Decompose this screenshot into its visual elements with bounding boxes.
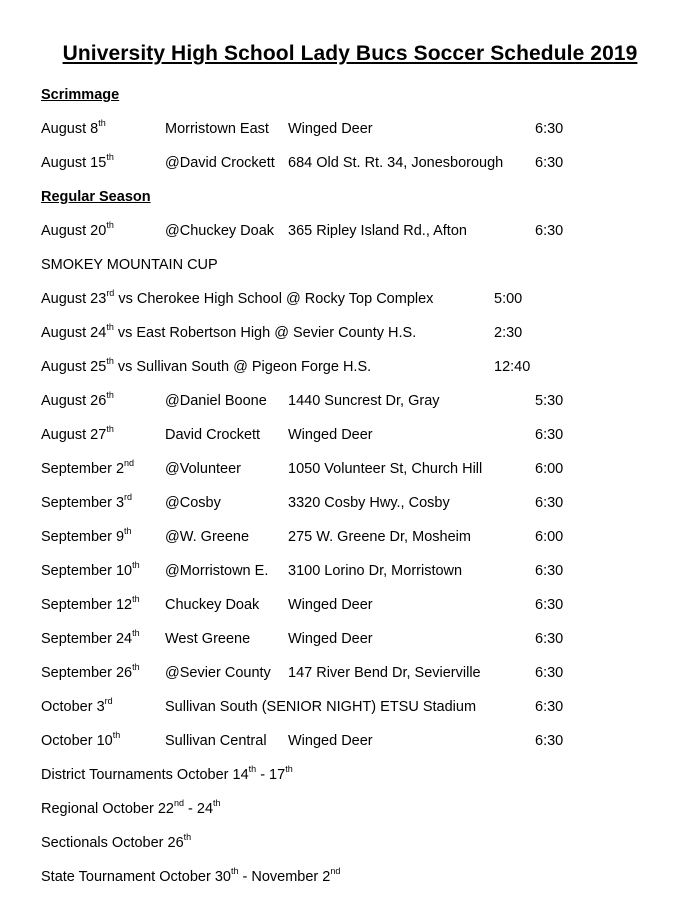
postseason-state: State Tournament October 30th - November 2nd xyxy=(41,866,341,885)
postseason-sectionals: Sectionals October 26th xyxy=(41,832,192,851)
game-location: 275 W. Greene Dr, Mosheim xyxy=(288,529,471,545)
game-opponent: @Chuckey Doak xyxy=(165,223,275,239)
game-time: 6:30 xyxy=(535,495,564,511)
game-date: August 26th xyxy=(41,390,114,409)
game-opponent: @David Crockett xyxy=(165,155,275,171)
game-time: 6:30 xyxy=(535,121,564,137)
game-time: 12:40 xyxy=(494,359,531,375)
game-date: October 10th xyxy=(41,730,121,749)
page-title: University High School Lady Bucs Soccer Schedule 2019 xyxy=(62,42,638,65)
game-time: 6:00 xyxy=(535,461,564,477)
game-time: 6:30 xyxy=(535,699,564,715)
game-location: Winged Deer xyxy=(288,427,373,443)
game-time: 2:30 xyxy=(494,325,523,341)
game-date: September 24th xyxy=(41,628,140,647)
game-time: 6:30 xyxy=(535,427,564,443)
game-date: September 2nd xyxy=(41,458,135,477)
game-location: 3100 Lorino Dr, Morristown xyxy=(288,563,463,579)
scrimmage-heading: Scrimmage xyxy=(41,87,120,103)
postseason-regional: Regional October 22nd - 24th xyxy=(41,798,221,817)
regular-season-heading: Regular Season xyxy=(41,189,151,205)
game-opponent: Morristown East xyxy=(165,121,269,137)
game-time: 6:30 xyxy=(535,665,564,681)
game-opponent: West Greene xyxy=(165,631,251,647)
game-location: Winged Deer xyxy=(288,733,373,749)
game-location: Winged Deer xyxy=(288,121,373,137)
game-date: August 20th xyxy=(41,220,114,239)
game-opponent: @Volunteer xyxy=(165,461,241,477)
game-time: 6:30 xyxy=(535,597,564,613)
cup-heading: SMOKEY MOUNTAIN CUP xyxy=(41,257,218,273)
cup-game: August 23rd vs Cherokee High School @ Rocky Top Complex xyxy=(41,288,434,307)
game-opponent: @Daniel Boone xyxy=(165,393,267,409)
game-location: Winged Deer xyxy=(288,597,373,613)
game-time: 6:30 xyxy=(535,155,564,171)
game-location: 684 Old St. Rt. 34, Jonesborough xyxy=(288,155,504,171)
game-location: 1050 Volunteer St, Church Hill xyxy=(288,461,483,477)
game-time: 6:30 xyxy=(535,563,564,579)
game-time: 6:30 xyxy=(535,631,564,647)
game-location: 147 River Bend Dr, Sevierville xyxy=(288,665,481,681)
game-date: September 9th xyxy=(41,526,132,545)
game-opponent: Sullivan South (SENIOR NIGHT) ETSU Stadium xyxy=(165,699,477,715)
game-date: August 15th xyxy=(41,152,114,171)
game-date: September 10th xyxy=(41,560,140,579)
game-time: 6:00 xyxy=(535,529,564,545)
game-time: 5:30 xyxy=(535,393,564,409)
game-location: 1440 Suncrest Dr, Gray xyxy=(288,393,440,409)
postseason-district: District Tournaments October 14th - 17th xyxy=(41,764,293,783)
game-opponent: @Sevier County xyxy=(165,665,271,681)
game-opponent: @Morristown E. xyxy=(165,563,269,579)
game-date: September 26th xyxy=(41,662,140,681)
game-date: October 3rd xyxy=(41,696,113,715)
game-location: 3320 Cosby Hwy., Cosby xyxy=(288,495,450,511)
game-time: 6:30 xyxy=(535,733,564,749)
cup-game: August 25th vs Sullivan South @ Pigeon Forge H.S. xyxy=(41,356,372,375)
game-time: 6:30 xyxy=(535,223,564,239)
game-time: 5:00 xyxy=(494,291,523,307)
game-opponent: Sullivan Central xyxy=(165,733,267,749)
game-opponent: @W. Greene xyxy=(165,529,250,545)
game-date: August 27th xyxy=(41,424,114,443)
game-opponent: Chuckey Doak xyxy=(165,597,260,613)
game-location: Winged Deer xyxy=(288,631,373,647)
game-location: 365 Ripley Island Rd., Afton xyxy=(288,223,467,239)
game-date: September 12th xyxy=(41,594,140,613)
game-date: September 3rd xyxy=(41,492,133,511)
game-opponent: David Crockett xyxy=(165,427,261,443)
cup-game: August 24th vs East Robertson High @ Sevier County H.S. xyxy=(41,322,417,341)
game-opponent: @Cosby xyxy=(165,495,221,511)
game-date: August 8th xyxy=(41,118,106,137)
